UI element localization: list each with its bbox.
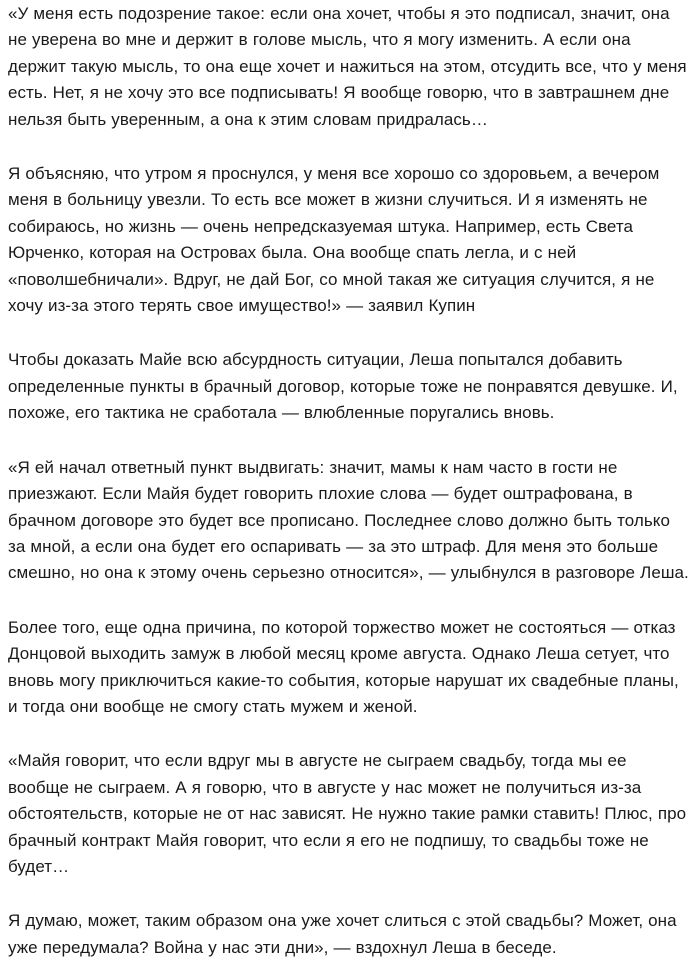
article-paragraph-1: «У меня есть подозрение такое: если она хочет, чтобы я это подписал, значит, она не уверена во мне и держит в голове мысль, что я могу изменить. А если она держит такую мысль, то она еще хочет и нажиться на этом, отсудить все, что у меня есть. Нет, я не хочу это все подписывать! Я вообще говорю, что в завтрашнем дне нельзя быть уверенным, а она к этим словам придралась… <box>8 4 687 129</box>
article-paragraph-6: «Майя говорит, что если вдруг мы в августе не сыграем свадьбу, тогда мы ее вообще не сыграем. А я говорю, что в августе у нас может не получиться из-за обстоятельств, которые не от нас зависят. Не нужно такие рамки ставить! Плюс, про брачный контракт Майя говорит, что если я его не подпишу, то свадьбы тоже не будет… <box>8 751 687 876</box>
article-paragraph-3: Чтобы доказать Майе всю абсурдность ситуации, Леша попытался добавить определенные пункты в брачный договор, которые тоже не понравятся девушке. И, похоже, его тактика не сработала — влюбленные поругались вновь. <box>8 350 678 423</box>
article-paragraph-7: Я думаю, может, таким образом она уже хочет слиться с этой свадьбы? Может, она уже передумала? Война у нас эти дни», — вздохнул Леша в беседе. <box>8 911 677 957</box>
article-paragraph-5: Более того, еще одна причина, по которой торжество может не состояться — отказ Донцовой выходить замуж в любой месяц кроме августа. Однако Леша сетует, что вновь могу приключиться какие-то события, которые нарушат их свадебные планы, и тогда они вообще не смогу стать мужем и женой. <box>8 617 679 716</box>
article-paragraph-2: Я объясняю, что утром я проснулся, у меня все хорошо со здоровьем, а вечером меня в больницу увезли. То есть все может в жизни случиться. И я изменять не собираюсь, но жизнь — очень непредсказуемая штука. Например, есть Света Юрченко, которая на Островах была. Она вообще спать легла, и с ней «поволшебничали». Вдруг, не дай Бог, со мной такая же ситуация случится, я не хочу из-за этого терять свое имущество!» — заявил Купин <box>8 164 660 316</box>
article-paragraph-4: «Я ей начал ответный пункт выдвигать: значит, мамы к нам часто в гости не приезжают. Если Майя будет говорить плохие слова — будет оштрафована, в брачном договоре это будет все прописано. Последнее слово должно быть только за мной, а если она будет его оспаривать — за это штраф. Для меня это больше смешно, но она к этому очень серьезно относится», — улыбнулся в разговоре Леша. <box>8 457 689 583</box>
